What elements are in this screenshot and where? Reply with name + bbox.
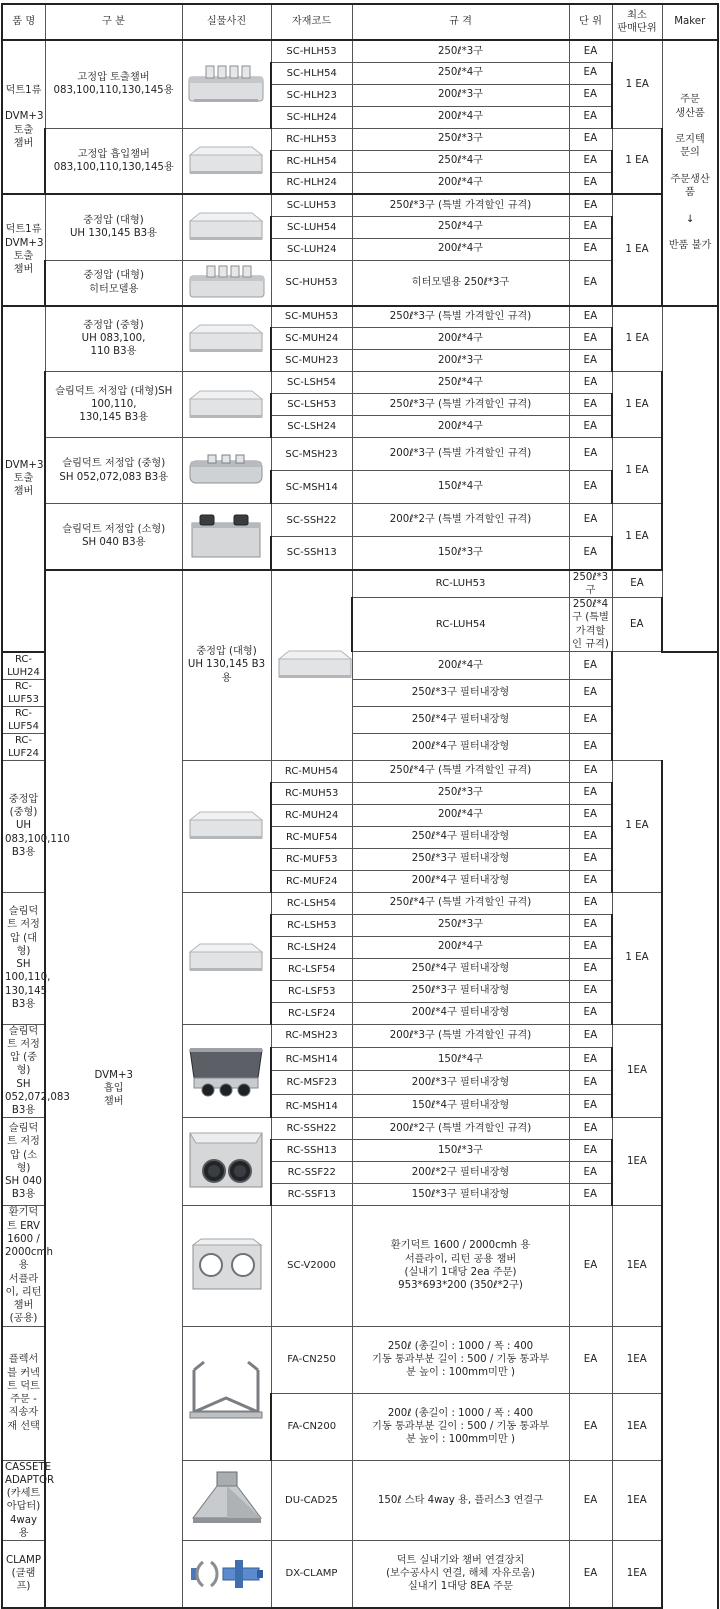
header-spec: 규 격 xyxy=(352,4,569,40)
photo-cell xyxy=(182,260,271,306)
table-row xyxy=(2,438,718,471)
category-cell: CLAMP (클램프) xyxy=(2,1541,45,1608)
photo-cell xyxy=(182,306,271,372)
spec-cell: 250ℓ*3구 xyxy=(352,128,569,150)
code-cell: RC-HLH53 xyxy=(271,128,352,150)
unit-cell: EA xyxy=(569,106,612,128)
maker-note-empty xyxy=(662,306,718,652)
code-cell: RC-MUF54 xyxy=(271,826,352,848)
spec-cell: 250ℓ*4구 필터내장형 xyxy=(352,958,569,980)
spec-cell: 250ℓ*4구 (특별 가격할인 규격) xyxy=(352,892,569,914)
spec-cell: 환기덕트 1600 / 2000cmh 용 서플라이, 리턴 공용 챔버 (실내기 1대당 2ea 주문) 953*693*200 (350ℓ*2구) xyxy=(352,1206,569,1326)
chamber-plain-icon xyxy=(186,143,268,179)
min-unit-cell: 1EA xyxy=(612,1393,662,1460)
spec-cell: 200ℓ*4구 xyxy=(352,106,569,128)
unit-cell: EA xyxy=(569,1118,612,1140)
spec-cell: 200ℓ*3구 xyxy=(352,84,569,106)
min-unit-cell: 1 EA xyxy=(612,194,662,306)
unit-cell: EA xyxy=(569,1460,612,1541)
code-cell: SC-HUH53 xyxy=(271,260,352,306)
spec-cell: 250ℓ*3구 필터내장형 xyxy=(352,980,569,1002)
category-cell: 중정압 (대형) 히터모델용 xyxy=(45,260,182,306)
unit-cell: EA xyxy=(569,1162,612,1184)
unit-cell: EA xyxy=(569,1047,612,1070)
chamber-plain-icon xyxy=(186,940,268,976)
header-item: 품 명 xyxy=(2,4,45,40)
min-unit-cell: 1 EA xyxy=(612,504,662,570)
min-unit-cell: 1 EA xyxy=(612,438,662,504)
code-cell: RC-LSH54 xyxy=(271,892,352,914)
unit-cell: EA xyxy=(569,1184,612,1206)
header-category: 구 분 xyxy=(45,4,182,40)
code-cell: RC-MSF23 xyxy=(271,1071,352,1094)
spec-cell: 150ℓ*3구 xyxy=(352,537,569,570)
chamber-ports-icon xyxy=(186,61,268,107)
code-cell: RC-LUF24 xyxy=(2,733,45,760)
code-cell: DX-CLAMP xyxy=(271,1541,352,1608)
code-cell: SC-MSH14 xyxy=(271,471,352,504)
group-label: DVM+3 토출 챔버 xyxy=(2,306,45,652)
spec-cell: 250ℓ*3구 xyxy=(352,40,569,62)
code-cell: RC-MSH23 xyxy=(271,1024,352,1047)
code-cell: SC-HLH53 xyxy=(271,40,352,62)
spec-cell: 150ℓ*3구 필터내장형 xyxy=(352,1184,569,1206)
photo-cell xyxy=(182,892,271,1024)
code-cell: RC-MUH53 xyxy=(271,782,352,804)
header-row xyxy=(2,4,718,40)
unit-cell: EA xyxy=(569,652,612,680)
spec-cell: 250ℓ*3구 필터내장형 xyxy=(352,848,569,870)
category-cell: 환기덕트 ERV 1600 / 2000cmh 용 서플라이, 리턴 챔버 (공용) xyxy=(2,1206,45,1326)
spec-cell: 250ℓ*4구 xyxy=(352,216,569,238)
unit-cell: EA xyxy=(569,394,612,416)
min-unit-cell: 1 EA xyxy=(612,128,662,194)
spec-cell: 200ℓ*4구 xyxy=(352,936,569,958)
category-cell: 중정압 (중형) UH 083,100,110 B3용 xyxy=(2,760,45,892)
photo-cell xyxy=(271,570,352,761)
chamber-plain-icon xyxy=(186,321,268,357)
min-unit-cell: 1EA xyxy=(612,1118,662,1206)
code-cell: RC-MSH14 xyxy=(271,1094,352,1117)
photo-cell xyxy=(182,760,271,892)
unit-cell: EA xyxy=(569,84,612,106)
clamp-icon xyxy=(186,1554,268,1594)
unit-cell: EA xyxy=(569,537,612,570)
maker-note: 주문 생산품 로지텍 문의 주문생산 품 ↓ 반품 불가 xyxy=(662,40,718,306)
code-cell: RC-MUH24 xyxy=(271,804,352,826)
unit-cell: EA xyxy=(569,958,612,980)
spec-cell: 250ℓ*3구 xyxy=(569,570,612,598)
box-ports-icon xyxy=(186,511,268,561)
min-unit-cell: 1 EA xyxy=(612,306,662,372)
photo-cell xyxy=(182,1206,271,1326)
unit-cell: EA xyxy=(569,1541,612,1608)
code-cell: RC-HLH24 xyxy=(271,172,352,194)
code-cell: SC-HLH24 xyxy=(271,106,352,128)
unit-cell: EA xyxy=(612,598,662,652)
spec-cell: 250ℓ*3구 (특별 가격할인 규격) xyxy=(352,394,569,416)
code-cell: SC-LUH24 xyxy=(271,238,352,260)
unit-cell: EA xyxy=(569,150,612,172)
price-table xyxy=(1,3,719,1609)
min-unit-cell: 1EA xyxy=(612,1541,662,1608)
unit-cell: EA xyxy=(612,570,662,598)
unit-cell: EA xyxy=(569,892,612,914)
code-cell: SC-MUH23 xyxy=(271,350,352,372)
spec-cell: 250ℓ*3구 (특별 가격할인 규격) xyxy=(352,194,569,216)
photo-cell xyxy=(182,194,271,260)
min-unit-cell: 1 EA xyxy=(612,40,662,128)
code-cell: FA-CN200 xyxy=(271,1393,352,1460)
category-cell: 슬림덕트 저정압 (대형)SH 100,110, 130,145 B3용 xyxy=(45,372,182,438)
code-cell: RC-LSF54 xyxy=(271,958,352,980)
spec-cell: 250ℓ*4구 xyxy=(352,62,569,84)
unit-cell: EA xyxy=(569,471,612,504)
spec-cell: 250ℓ*3구 xyxy=(352,914,569,936)
unit-cell: EA xyxy=(569,1393,612,1460)
spec-cell: 200ℓ*4구 xyxy=(352,238,569,260)
unit-cell: EA xyxy=(569,980,612,1002)
unit-cell: EA xyxy=(569,128,612,150)
code-cell: RC-LSH53 xyxy=(271,914,352,936)
min-unit-cell: 1 EA xyxy=(612,372,662,438)
spec-cell: 200ℓ*3구 필터내장형 xyxy=(352,1071,569,1094)
code-cell: RC-HLH54 xyxy=(271,150,352,172)
spec-cell: 200ℓ*2구 (특별 가격할인 규격) xyxy=(352,1118,569,1140)
code-cell: SC-LUH54 xyxy=(271,216,352,238)
spec-cell: 250ℓ (총길이 : 1000 / 폭 : 400 기동 통과부분 길이 : 500 / 기동 통과부 분 높이 : 100mm미만 ) xyxy=(352,1326,569,1393)
code-cell: RC-SSF22 xyxy=(271,1162,352,1184)
code-cell: SC-LUH53 xyxy=(271,194,352,216)
spec-cell: 250ℓ*4구 (특별 가격할인 규격) xyxy=(569,598,612,652)
code-cell: RC-SSF13 xyxy=(271,1184,352,1206)
spec-cell: 200ℓ*4구 필터내장형 xyxy=(352,870,569,892)
spec-cell: 200ℓ*2구 (특별 가격할인 규격) xyxy=(352,504,569,537)
code-cell: SC-MSH23 xyxy=(271,438,352,471)
photo-cell xyxy=(182,1541,271,1608)
chamber-plain-icon xyxy=(275,647,349,683)
header-min-unit: 최소 판매단위 xyxy=(612,4,662,40)
unit-cell: EA xyxy=(569,760,612,782)
spec-cell: 150ℓ*4구 xyxy=(352,1047,569,1070)
spec-cell: 250ℓ*3구 (특별 가격할인 규격) xyxy=(352,306,569,328)
spec-cell: 250ℓ*4구 xyxy=(352,150,569,172)
spec-cell: 200ℓ*2구 필터내장형 xyxy=(352,1162,569,1184)
bracket-icon xyxy=(186,1358,268,1428)
code-cell: DU-CAD25 xyxy=(271,1460,352,1541)
unit-cell: EA xyxy=(569,679,612,706)
code-cell: SC-HLH54 xyxy=(271,62,352,84)
spec-cell: 150ℓ 스타 4way 용, 플러스3 연결구 xyxy=(352,1460,569,1541)
code-cell: RC-LUH53 xyxy=(352,570,569,598)
code-cell: SC-LSH54 xyxy=(271,372,352,394)
chamber-plain-icon xyxy=(186,209,268,245)
spec-cell: 200ℓ*4구 xyxy=(352,804,569,826)
spec-cell: 200ℓ*4구 필터내장형 xyxy=(352,1002,569,1024)
unit-cell: EA xyxy=(569,936,612,958)
code-cell: RC-LUF53 xyxy=(2,679,45,706)
unit-cell: EA xyxy=(569,826,612,848)
unit-cell: EA xyxy=(569,1326,612,1393)
header-unit: 단 위 xyxy=(569,4,612,40)
spec-cell: 250ℓ*3구 xyxy=(352,782,569,804)
unit-cell: EA xyxy=(569,782,612,804)
code-cell: FA-CN250 xyxy=(271,1326,352,1393)
photo-cell xyxy=(182,128,271,194)
spec-cell: 250ℓ*4구 필터내장형 xyxy=(352,826,569,848)
unit-cell: EA xyxy=(569,238,612,260)
unit-cell: EA xyxy=(569,216,612,238)
code-cell: RC-LSF24 xyxy=(271,1002,352,1024)
unit-cell: EA xyxy=(569,504,612,537)
spec-cell: 200ℓ*3구 (특별 가격할인 규격) xyxy=(352,1024,569,1047)
unit-cell: EA xyxy=(569,1206,612,1326)
code-cell: SC-LSH24 xyxy=(271,416,352,438)
table-row xyxy=(2,194,718,216)
min-unit-cell: 1 EA xyxy=(612,892,662,1024)
table-row xyxy=(2,128,718,150)
table-row xyxy=(2,306,718,328)
code-cell: SC-SSH22 xyxy=(271,504,352,537)
box-holes-icon xyxy=(186,1235,268,1297)
code-cell: SC-MUH24 xyxy=(271,328,352,350)
code-cell: RC-LUF54 xyxy=(2,706,45,733)
unit-cell: EA xyxy=(569,350,612,372)
code-cell: RC-MUF24 xyxy=(271,870,352,892)
min-unit-cell: 1 EA xyxy=(612,760,662,892)
category-cell: 슬림덕트 저정압 (소형) SH 040 B3용 xyxy=(45,504,182,570)
category-cell: 슬림덕트 저정압 (중형) SH 052,072,083 B3용 xyxy=(2,1024,45,1118)
code-cell: RC-MSH14 xyxy=(271,1047,352,1070)
unit-cell: EA xyxy=(569,416,612,438)
spec-cell: 250ℓ*4구 (특별 가격할인 규격) xyxy=(352,760,569,782)
spec-cell: 150ℓ*4구 필터내장형 xyxy=(352,1094,569,1117)
unit-cell: EA xyxy=(569,62,612,84)
code-cell: RC-LSF53 xyxy=(271,980,352,1002)
table-row xyxy=(2,372,718,394)
code-cell: RC-SSH13 xyxy=(271,1140,352,1162)
spec-cell: 200ℓ*3구 xyxy=(352,350,569,372)
code-cell: SC-SSH13 xyxy=(271,537,352,570)
spec-cell: 250ℓ*4구 필터내장형 xyxy=(352,706,569,733)
unit-cell: EA xyxy=(569,372,612,394)
code-cell: SC-MUH53 xyxy=(271,306,352,328)
unit-cell: EA xyxy=(569,40,612,62)
spec-cell: 200ℓ*4구 xyxy=(352,652,569,680)
unit-cell: EA xyxy=(569,733,612,760)
header-photo: 실물사진 xyxy=(182,4,271,40)
table-row xyxy=(2,570,718,598)
min-unit-cell: 1EA xyxy=(612,1326,662,1393)
spec-cell: 150ℓ*4구 xyxy=(352,471,569,504)
category-cell: 고정압 흡입챔버 083,100,110,130,145용 xyxy=(45,128,182,194)
unit-cell: EA xyxy=(569,1094,612,1117)
photo-cell xyxy=(182,372,271,438)
unit-cell: EA xyxy=(569,172,612,194)
spec-cell: 200ℓ*4구 xyxy=(352,416,569,438)
code-cell: RC-MUF53 xyxy=(271,848,352,870)
header-code: 자재코드 xyxy=(271,4,352,40)
code-cell: RC-LUH54 xyxy=(352,598,569,652)
code-cell: RC-LUH24 xyxy=(2,652,45,680)
unit-cell: EA xyxy=(569,804,612,826)
photo-cell xyxy=(182,1024,271,1118)
spec-cell: 히터모델용 250ℓ*3구 xyxy=(352,260,569,306)
code-cell: RC-MUH54 xyxy=(271,760,352,782)
category-cell: 중정압 (대형) UH 130,145 B3용 xyxy=(182,570,271,761)
unit-cell: EA xyxy=(569,1071,612,1094)
chamber-ports-icon xyxy=(186,263,268,303)
code-cell: SC-HLH23 xyxy=(271,84,352,106)
code-cell: RC-SSH22 xyxy=(271,1118,352,1140)
unit-cell: EA xyxy=(569,306,612,328)
unit-cell: EA xyxy=(569,848,612,870)
header-maker: Maker xyxy=(662,4,718,40)
spec-cell: 200ℓ*3구 (특별 가격할인 규격) xyxy=(352,438,569,471)
spec-cell: 250ℓ*3구 필터내장형 xyxy=(352,679,569,706)
code-cell: SC-LSH53 xyxy=(271,394,352,416)
unit-cell: EA xyxy=(569,706,612,733)
photo-cell xyxy=(182,1326,271,1460)
spec-cell: 200ℓ (총길이 : 1000 / 폭 : 400 기동 통과부분 길이 : 500 / 기동 통과부 분 높이 : 100mm미만 ) xyxy=(352,1393,569,1460)
category-cell: 고정압 토출챔버 083,100,110,130,145용 xyxy=(45,40,182,128)
box-ports-icon xyxy=(186,1129,268,1195)
group-label: DVM+3 흡입 챔버 xyxy=(45,570,182,1608)
photo-cell xyxy=(182,1118,271,1206)
photo-cell xyxy=(182,504,271,570)
unit-cell: EA xyxy=(569,260,612,306)
unit-cell: EA xyxy=(569,1002,612,1024)
spec-cell: 200ℓ*4구 xyxy=(352,328,569,350)
spec-cell: 덕트 실내기와 챔버 연결장치 (보수공사시 연결, 해체 자유로움) 실내기 1대당 8EA 주문 xyxy=(352,1541,569,1608)
spec-cell: 150ℓ*3구 xyxy=(352,1140,569,1162)
unit-cell: EA xyxy=(569,914,612,936)
category-cell: 슬림덕트 저정압 (중형) SH 052,072,083 B3용 xyxy=(45,438,182,504)
code-cell: RC-LSH24 xyxy=(271,936,352,958)
min-unit-cell: 1EA xyxy=(612,1024,662,1118)
spec-cell: 200ℓ*4구 xyxy=(352,172,569,194)
chamber-ports-icon xyxy=(186,451,268,491)
category-cell: 슬림덕트 저정압 (대형) SH 100,110, 130,145 B3용 xyxy=(2,892,45,1024)
group-label: 덕트1류 DVM+3 토출 챔버 xyxy=(2,194,45,306)
photo-cell xyxy=(182,1460,271,1541)
spec-cell: 200ℓ*4구 필터내장형 xyxy=(352,733,569,760)
category-cell: 슬림덕트 저정압 (소형) SH 040 B3용 xyxy=(2,1118,45,1206)
spec-cell: 250ℓ*4구 xyxy=(352,372,569,394)
unit-cell: EA xyxy=(569,194,612,216)
category-cell: 플렉서블 커넥트 덕트 주문 - 직송자재 선택 xyxy=(2,1326,45,1460)
box-holes-icon xyxy=(186,1042,268,1100)
adaptor-icon xyxy=(186,1470,268,1530)
min-unit-cell: 1EA xyxy=(612,1206,662,1326)
category-cell: 중정압 (중형) UH 083,100, 110 B3용 xyxy=(45,306,182,372)
category-cell: 중정압 (대형) UH 130,145 B3용 xyxy=(45,194,182,260)
code-cell: SC-V2000 xyxy=(271,1206,352,1326)
unit-cell: EA xyxy=(569,1140,612,1162)
chamber-plain-icon xyxy=(186,387,268,423)
unit-cell: EA xyxy=(569,328,612,350)
unit-cell: EA xyxy=(569,438,612,471)
table-row xyxy=(2,260,718,306)
category-cell: CASSETE ADAPTOR (카세트 아답터) 4way 용 xyxy=(2,1460,45,1541)
chamber-plain-icon xyxy=(186,808,268,844)
min-unit-cell: 1EA xyxy=(612,1460,662,1541)
photo-cell xyxy=(182,40,271,128)
unit-cell: EA xyxy=(569,1024,612,1047)
table-row xyxy=(2,504,718,537)
photo-cell xyxy=(182,438,271,504)
group-label: 덕트1류 DVM+3 토출 챔버 xyxy=(2,40,45,194)
table-row xyxy=(2,40,718,62)
unit-cell: EA xyxy=(569,870,612,892)
